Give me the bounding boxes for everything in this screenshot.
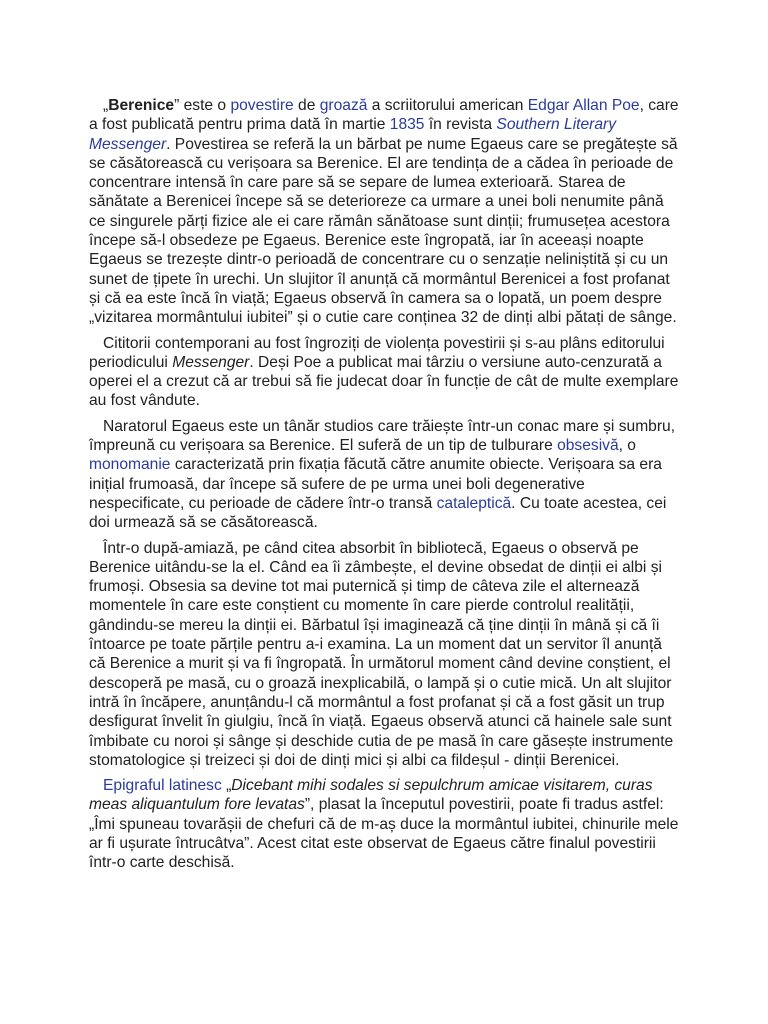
text-segment: , care a fost publicată pentru prima dată în martie [89,97,679,134]
paragraph-intro [89,96,679,328]
text-link[interactable]: groază [319,97,368,114]
document-page [89,96,679,879]
text-segment: ” este o [174,97,231,114]
text-segment: Dicebant mihi sodales si sepulchrum amicae visitarem, curas meas aliquantulum fore levatas [89,777,653,814]
text-link[interactable]: obsesivă [557,437,619,455]
paragraph-plot [89,539,679,771]
text-segment: „ [221,777,232,795]
text-link[interactable]: cataleptică [436,494,512,512]
text-segment: Cititorii contemporani au fost îngroziți de violența povestirii și s-au plâns editorului periodicului [89,334,665,371]
paragraph-reception [89,334,679,411]
paragraph-epigraph [89,776,679,872]
paragraph-narrator [89,417,679,533]
text-link[interactable]: monomanie [89,456,171,474]
text-segment: . Deși Poe a publicat mai târziu o versiune auto-cenzurată a operei el a crezut că ar trebui să fie judecat doar în funcție de cât de multe exemplare au fost vândute. [89,353,679,410]
text-segment: caracterizată prin fixația făcută către anumite obiecte. Verișoara sa era inițial frumoasă, dar începe să sufere de pe urma unei boli degenerative nespecificate, cu perioade de cădere într-o transă [89,456,662,512]
text-segment: Berenice [108,97,175,114]
text-segment: Într-o după-amiază, pe când citea absorbit în bibliotecă, Egaeus o observă pe Berenice uitându-se la el. Când ea îi zâmbește, el devine obsedat de dinții ei albi și frumoși. Obsesia sa devine tot mai puternică și timp de câteva zile el alternează momentele în care este conștient cu momente în care pierde controlul realității, gândindu-se mereu la dinții ei. Bărbatul își imaginează că ține dinții în mână și că îi întoarce pe toate părțile pentru a-i examina. La un moment dat un servitor îl anunță că Berenice a murit și va fi îngropată. În următorul moment când devine conștient, el descoperă pe masă, cu o groază inexplicabilă, o lampă și o cutie mică. Un alt slujitor intră în încăpere, anunțându-l că mormântul a fost profanat și că a fost găsit un trup desfigurat învelit în giulgiu, încă în viață. Egaeus observă atunci că hainele sale sunt îmbibate cu noroi și sânge și deschide cutia de pe masă în care găsește instrumente stomatologice și treizeci și doi de dinți mici și albi ca fildeșul - dinții Berenicei. [89,539,674,769]
text-segment: „ [103,97,109,114]
text-segment: Messenger [172,353,250,371]
text-link[interactable]: Epigraful latinesc [103,777,222,795]
text-segment: ”, plasat la începutul povestirii, poate fi tradus astfel: „Îmi spuneau tovarășii de chefuri că de m-aș duce la mormântul iubitei, chinurile mele ar fi ușurate întrucâtva”. Acest citat este observat de Egaeus către finalul povestirii într-o carte deschisă. [89,796,679,872]
text-segment: de [293,97,320,114]
text-link[interactable]: povestire [230,97,294,114]
text-link[interactable]: Edgar Allan Poe [527,97,640,114]
text-segment: a scriitorului american [367,97,528,114]
text-segment: . Cu toate acestea, cei doi urmează să se căsătorească. [89,494,667,532]
text-segment: , o [618,437,636,455]
text-segment: . Povestirea se referă la un bărbat pe nume Egaeus care se pregătește să se căsătorească cu verișoara sa Berenice. El are tendința de a cădea în perioade de concentrare intensă în care pare să se separe de lumea exterioară. Starea de sănătate a Berenicei începe să se deterioreze ca urmare a unei boli nenumite până ce singurele părți fizice ale ei care rămân sănătoase sunt dinții; frumusețea acestora începe să-l obsedeze pe Egaeus. Berenice este îngropată, iar în aceeași noapte Egaeus se trezește dintr-o perioadă de concentrare cu o senzație neliniștită și cu un sunet de țipete în urechi. Un slujitor îl anunță că mormântul Berenicei a fost profanat și că ea este încă în viață; Egaeus observă în camera sa o lopată, un poem despre „vizitarea mormântului iubitei” și o cutie care conținea 32 de dinți albi pătați de sânge. [89,135,678,327]
text-link[interactable]: Southern Literary Messenger [89,116,617,153]
text-link[interactable]: 1835 [389,116,425,134]
text-segment: Naratorul Egaeus este un tânăr studios care trăiește într-un conac mare și sumbru, împreună cu verișoara sa Berenice. El suferă de un tip de tulburare [89,417,676,455]
text-segment: în revista [424,116,497,134]
